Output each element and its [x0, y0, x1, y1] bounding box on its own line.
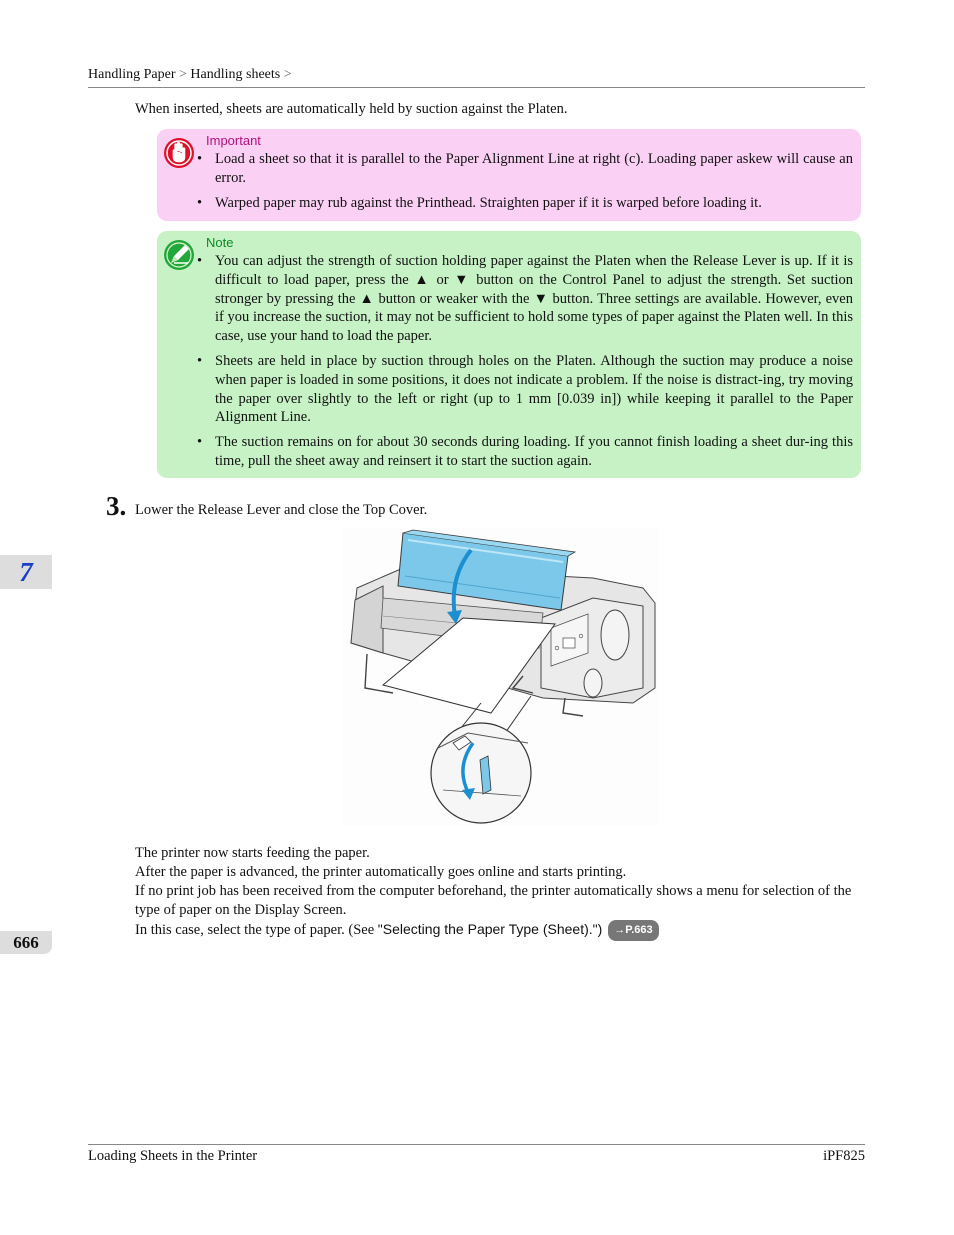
body-line: After the paper is advanced, the printer automatically goes online and starts printing.: [135, 864, 627, 880]
stop-hand-icon: [163, 137, 195, 169]
breadcrumb: [88, 67, 865, 88]
step-number: 3.: [106, 491, 127, 521]
body-line-reference: [135, 920, 867, 941]
body-line: If no print job has been received from the computer beforehand, the printer automatically shows a menu for selection of the type of paper on the Display Screen.: [135, 883, 852, 918]
breadcrumb-separator: >: [283, 67, 292, 82]
selecting-paper-type-link[interactable]: "Selecting the Paper Type (Sheet)."): [377, 921, 603, 937]
note-item: • You can adjust the strength of suction holding paper against the Platen when the Release Lever is up. If it is difficult to load paper, press the ▲ or ▼ button on the Control Panel to adjust the strength. Set suction stronger by pressing the ▲ button or weaker with the ▼ button. Three settings are available. However, even if you increase the suction, it may not be sufficient to hold some types of paper against the Platen well. In this case, use your hand to load the paper.: [206, 252, 853, 346]
breadcrumb-handling-paper[interactable]: Handling Paper: [88, 67, 176, 82]
note-title: Note: [206, 235, 234, 250]
pencil-note-icon: [163, 239, 195, 271]
chapter-tab[interactable]: 7: [0, 555, 52, 589]
important-title: Important: [206, 133, 261, 148]
reference-prefix: In this case, select the type of paper. (See: [135, 922, 378, 938]
body-text: [135, 844, 867, 941]
page-reference-badge[interactable]: →P.663: [608, 920, 658, 941]
important-item: • Warped paper may rub against the Printhead. Straighten paper if it is warped before loading it.: [206, 194, 853, 213]
note-item: • The suction remains on for about 30 seconds during loading. If you cannot finish loading a sheet dur-ing this time, pull the sheet away and reinsert it to start the suction again.: [206, 433, 853, 471]
important-callout: [157, 129, 861, 221]
footer: [88, 1144, 865, 1165]
footer-section-title: Loading Sheets in the Printer: [88, 1148, 258, 1164]
page-number: 666: [0, 931, 52, 954]
step-text: Lower the Release Lever and close the Top Cover.: [135, 502, 428, 518]
note-callout: [157, 231, 861, 478]
printer-illustration: [343, 528, 659, 826]
intro-text: When inserted, sheets are automatically held by suction against the Platen.: [135, 101, 568, 117]
body-line: The printer now starts feeding the paper.: [135, 845, 370, 861]
breadcrumb-handling-sheets[interactable]: Handling sheets: [190, 67, 281, 82]
breadcrumb-separator: >: [178, 67, 187, 82]
note-item: • Sheets are held in place by suction through holes on the Platen. Although the suction may produce a noise when paper is loaded in some positions, it does not indicate a problem. If the noise is distract-ing, try moving the paper over slightly to the left or right (up to 1 mm [0.039 in]) while keeping it parallel to the Paper Alignment Line.: [206, 352, 853, 427]
important-item: • Load a sheet so that it is parallel to the Paper Alignment Line at right (c). Loading paper askew will cause an error.: [206, 150, 853, 188]
footer-model: iPF825: [823, 1148, 865, 1164]
